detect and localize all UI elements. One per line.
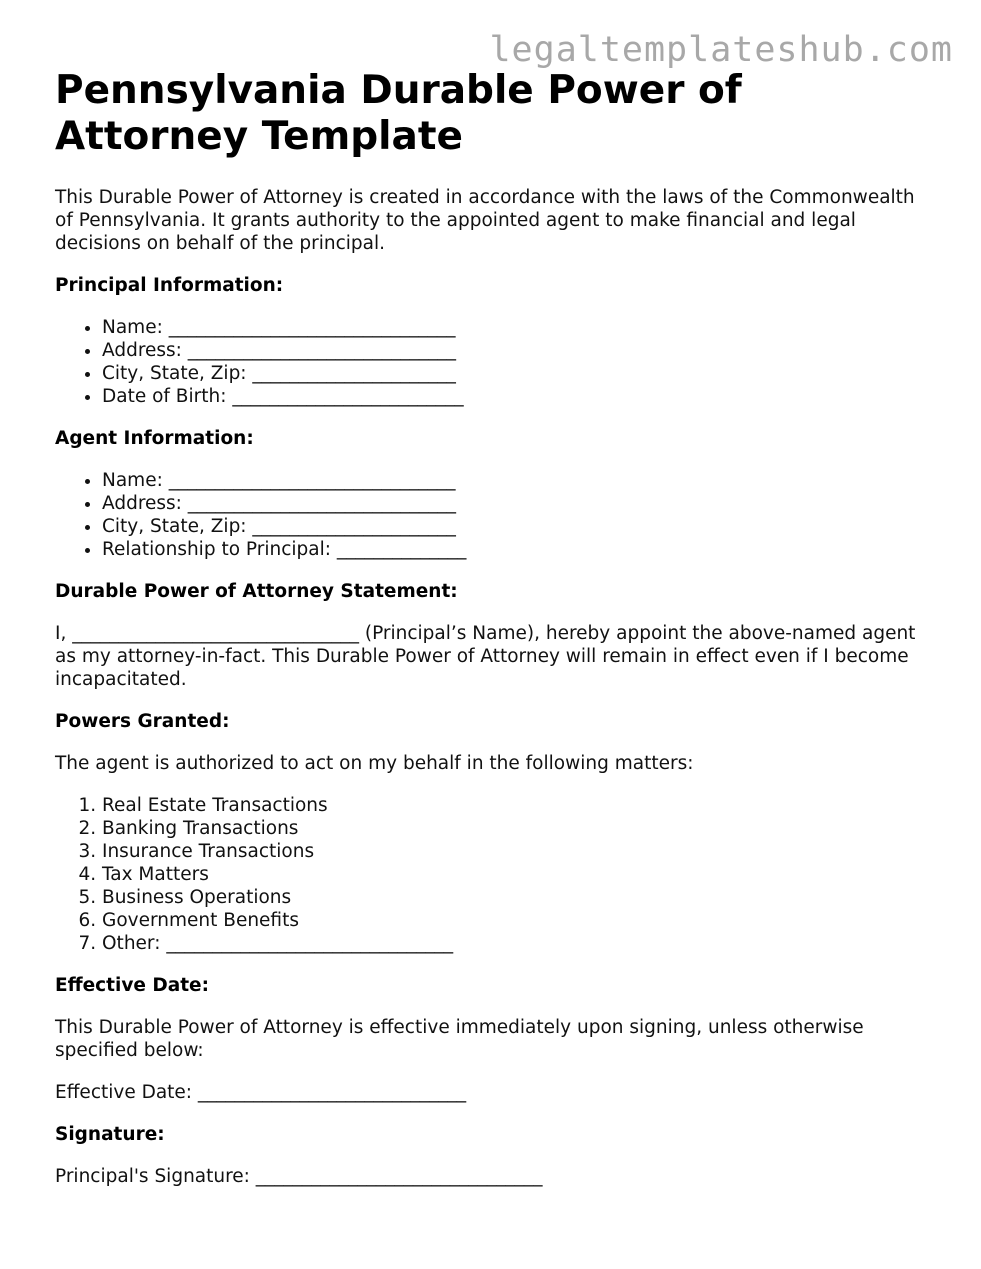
statement-heading: Durable Power of Attorney Statement:: [55, 581, 458, 602]
agent-list: [55, 469, 935, 561]
effective-heading: Effective Date:: [55, 975, 209, 996]
principal-list: [55, 316, 935, 408]
powers-heading: Powers Granted:: [55, 711, 230, 732]
agent-name-field[interactable]: • Name: _______________________________: [102, 469, 935, 492]
agent-address-field[interactable]: • Address: _____________________________: [102, 492, 935, 515]
power-item: 6. Government Benefits: [102, 909, 935, 932]
statement-paragraph[interactable]: I, _______________________________ (Principal’s Name), hereby appoint the above-named agent as my attorney-in-fact. This Durable Power of Attorney will remain in effect even if I become incapacitated.: [55, 623, 916, 690]
effective-date-field[interactable]: Effective Date: _____________________________: [55, 1082, 467, 1103]
watermark: legaltemplateshub.com: [489, 30, 953, 70]
power-item: 5. Business Operations: [102, 886, 935, 909]
agent-city-state-zip-field[interactable]: • City, State, Zip: ______________________: [102, 515, 935, 538]
intro-paragraph: This Durable Power of Attorney is created in accordance with the laws of the Commonwealth of Pennsylvania. It grants authority to the appointed agent to make financial and legal decisions on behalf of the principal.: [55, 187, 915, 254]
principal-address-field[interactable]: • Address: _____________________________: [102, 339, 935, 362]
agent-relationship-field[interactable]: • Relationship to Principal: ______________: [102, 538, 935, 561]
power-other-field[interactable]: 7. Other: _______________________________: [102, 932, 935, 955]
principal-heading: Principal Information:: [55, 275, 284, 296]
powers-list: [55, 794, 935, 955]
principal-dob-field[interactable]: • Date of Birth: _________________________: [102, 385, 935, 408]
signature-heading: Signature:: [55, 1124, 165, 1145]
principal-name-field[interactable]: • Name: _______________________________: [102, 316, 935, 339]
principal-signature-field[interactable]: Principal's Signature: _______________________________: [55, 1166, 543, 1187]
document-page: [55, 68, 935, 1207]
power-item: 4. Tax Matters: [102, 863, 935, 886]
powers-intro: The agent is authorized to act on my behalf in the following matters:: [55, 753, 694, 774]
power-item: 2. Banking Transactions: [102, 817, 935, 840]
page-title: Pennsylvania Durable Power of Attorney Template: [55, 68, 742, 159]
agent-heading: Agent Information:: [55, 428, 254, 449]
power-item: 1. Real Estate Transactions: [102, 794, 935, 817]
effective-paragraph: This Durable Power of Attorney is effective immediately upon signing, unless otherwise specified below:: [55, 1017, 864, 1061]
principal-city-state-zip-field[interactable]: • City, State, Zip: ______________________: [102, 362, 935, 385]
power-item: 3. Insurance Transactions: [102, 840, 935, 863]
